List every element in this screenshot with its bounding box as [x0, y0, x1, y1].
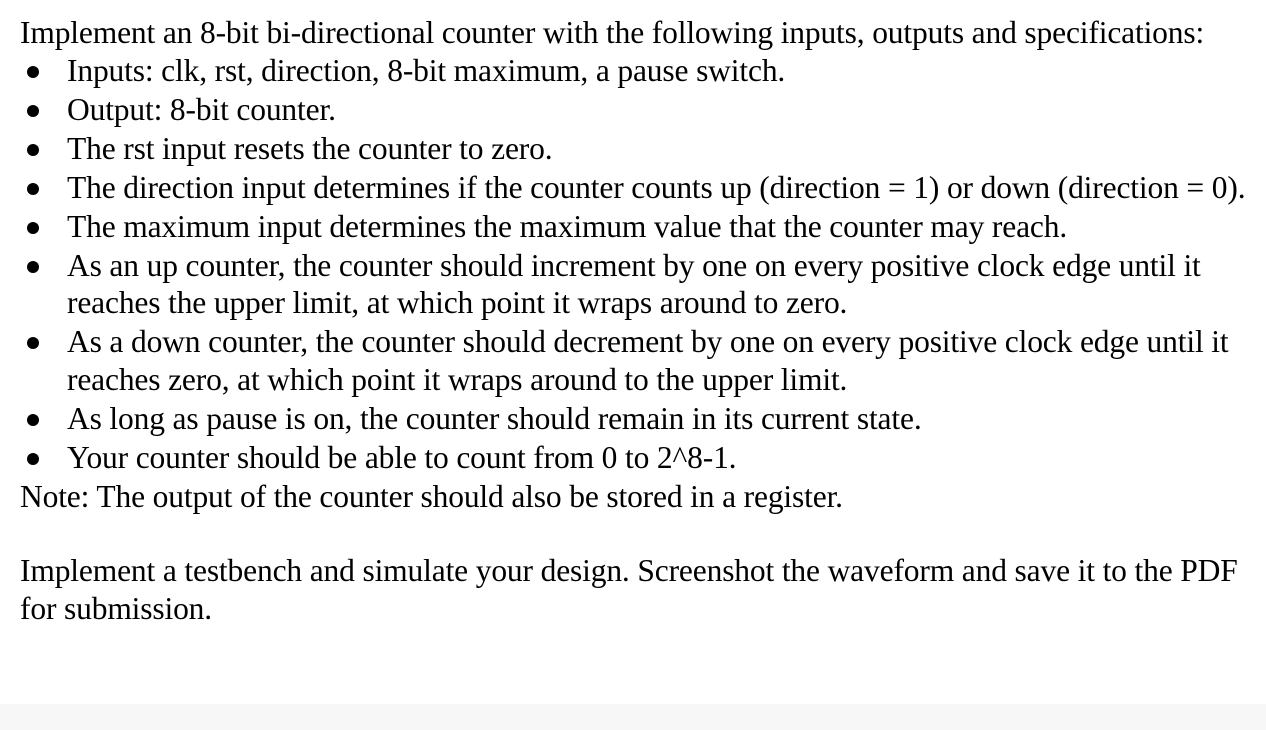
list-item-text: Your counter should be able to count from 0 to 2^8-1. [67, 439, 737, 475]
list-item-text: As long as pause is on, the counter should remain in its current state. [67, 400, 922, 436]
list-item-text: Inputs: clk, rst, direction, 8-bit maximum, a pause switch. [67, 52, 786, 88]
bullet-icon [27, 66, 39, 78]
list-item [20, 400, 1252, 438]
list-item [20, 208, 1252, 246]
bottom-edge [0, 704, 1266, 730]
list-item [20, 323, 1252, 398]
bullet-icon [27, 144, 39, 156]
bullet-icon [27, 337, 39, 349]
intro-paragraph: Implement an 8-bit bi-directional counter with the following inputs, outputs and specifications: [20, 15, 1205, 50]
list-item [20, 130, 1252, 168]
bullet-icon [27, 222, 39, 234]
specification-list [20, 52, 1252, 477]
list-item [20, 247, 1252, 322]
list-item-text: As an up counter, the counter should increment by one on every positive clock edge until it reaches the upper limit, at which point it wraps around to zero. [67, 247, 1201, 320]
bullet-icon [27, 261, 39, 273]
bullet-icon [27, 105, 39, 117]
note-paragraph: Note: The output of the counter should also be stored in a register. [20, 478, 843, 514]
list-item [20, 91, 1252, 129]
bullet-icon [27, 183, 39, 195]
bullet-icon [27, 414, 39, 426]
document-body [20, 14, 1252, 627]
list-item-text: The direction input determines if the counter counts up (direction = 1) or down (direction = 0). [67, 169, 1246, 205]
list-item-text: The maximum input determines the maximum value that the counter may reach. [67, 208, 1068, 244]
closing-paragraph: Implement a testbench and simulate your design. Screenshot the waveform and save it to the PDF for submission. [20, 553, 1238, 626]
bullet-icon [27, 453, 39, 465]
paragraph-spacer [20, 515, 1252, 552]
list-item [20, 52, 1252, 90]
list-item-text: The rst input resets the counter to zero. [67, 130, 553, 166]
list-item [20, 169, 1252, 207]
list-item-text: Output: 8-bit counter. [67, 91, 336, 127]
list-item-text: As a down counter, the counter should decrement by one on every positive clock edge until it reaches zero, at which point it wraps around to the upper limit. [67, 324, 1229, 397]
list-item [20, 439, 1252, 477]
